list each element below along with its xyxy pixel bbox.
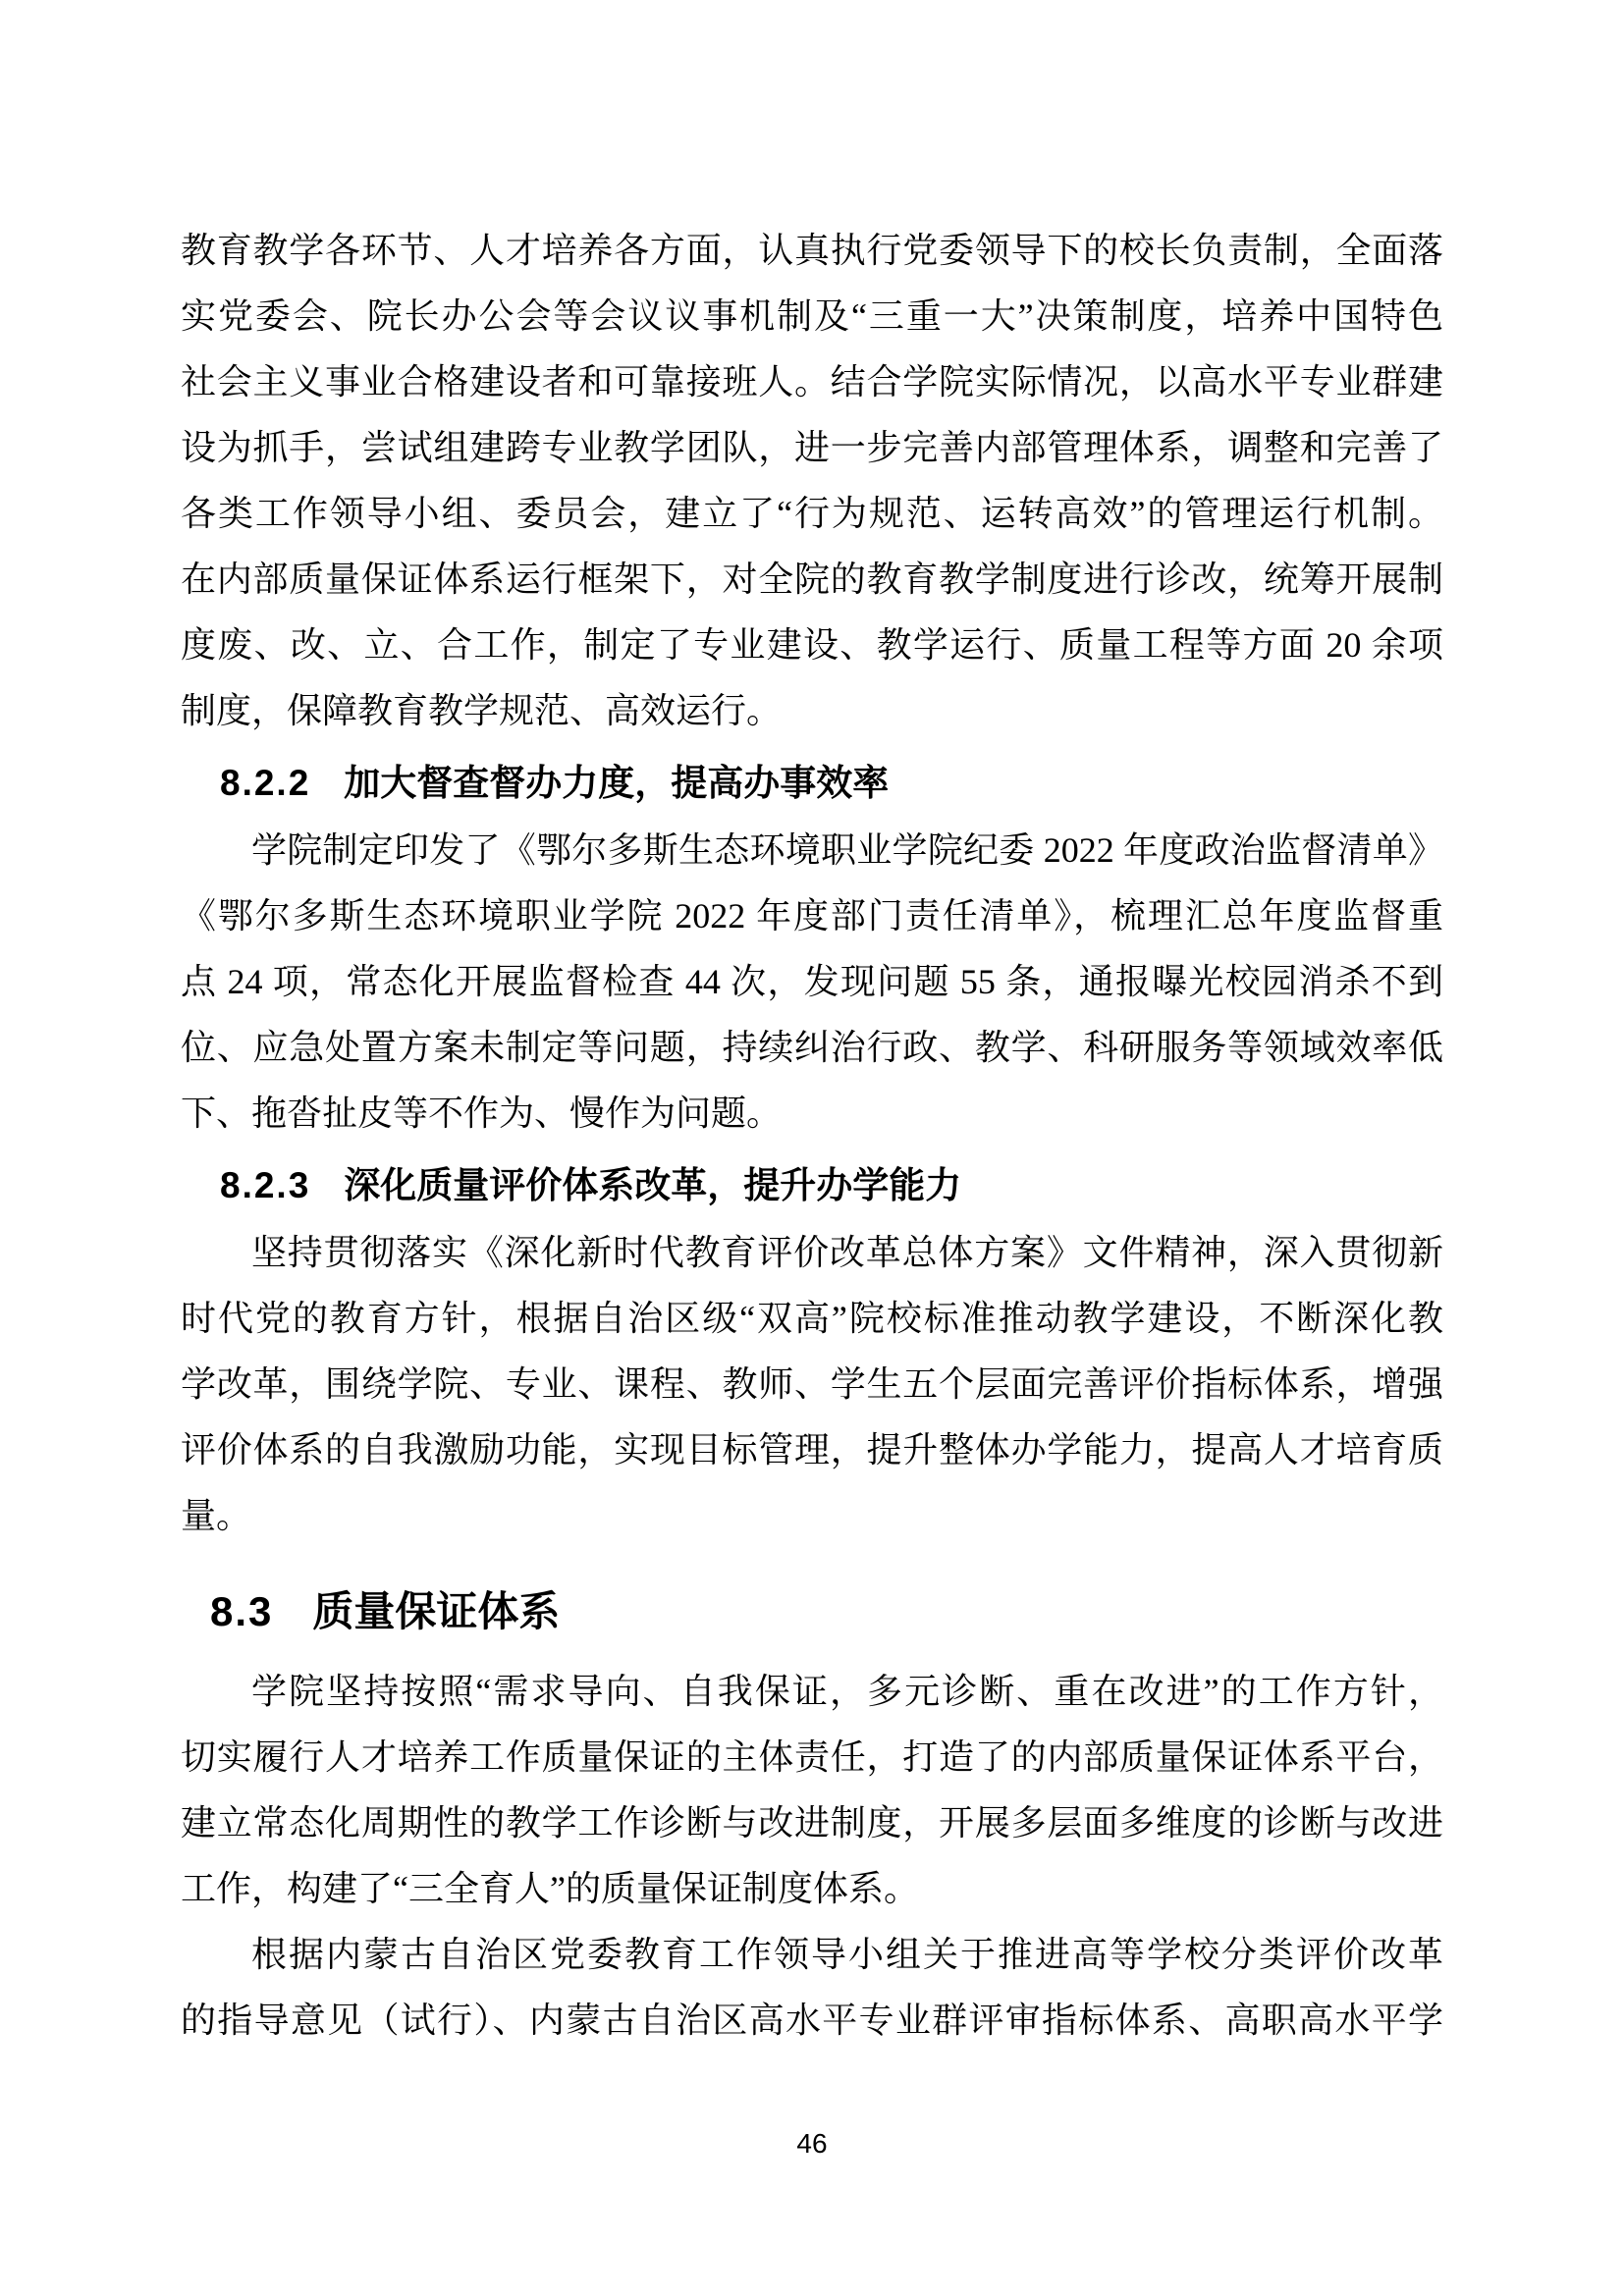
text-line: 教育教学各环节、人才培养各方面，认真执行党委领导下的校长负责制，全面落 <box>181 231 1443 270</box>
text-line: 制度，保障教育教学规范、高效运行。 <box>181 691 783 730</box>
text-line: 学院坚持按照“需求导向、自我保证，多元诊断、重在改进”的工作方针， <box>251 1672 1443 1711</box>
text-line: 建立常态化周期性的教学工作诊断与改进制度，开展多层面多维度的诊断与改进 <box>181 1803 1443 1842</box>
page-number: 46 <box>796 2128 828 2159</box>
subsection-heading <box>181 750 1443 816</box>
paragraph <box>181 818 1443 1147</box>
text-line: 切实履行人才培养工作质量保证的主体责任，打造了的内部质量保证体系平台， <box>181 1737 1443 1777</box>
text-line: 社会主义事业合格建设者和可靠接班人。结合学院实际情况，以高水平专业群建 <box>181 362 1443 401</box>
paragraph <box>181 1220 1443 1549</box>
text-line: 学改革，围绕学院、专业、课程、教师、学生五个层面完善评价指标体系，增强 <box>181 1364 1443 1404</box>
heading-number: 8.2.3 <box>220 1165 311 1205</box>
text-line: 点 24 项，常态化开展监督检查 44 次，发现问题 55 条，通报曝光校园消杀不到 <box>181 962 1443 1001</box>
text-line: 的指导意见（试行）、内蒙古自治区高水平专业群评审指标体系、高职高水平学 <box>181 2001 1443 2040</box>
section-heading <box>181 1575 1443 1649</box>
heading-number: 8.3 <box>210 1588 274 1634</box>
heading-title: 质量保证体系 <box>312 1588 561 1634</box>
text-line: 在内部质量保证体系运行框架下，对全院的教育教学制度进行诊改，统筹开展制 <box>181 560 1443 599</box>
paragraph <box>181 1659 1443 1922</box>
text-line: 评价体系的自我激励功能，实现目标管理，提升整体办学能力，提高人才培育质 <box>181 1430 1443 1469</box>
paragraph <box>181 218 1443 744</box>
text-line: 学院制定印发了《鄂尔多斯生态环境职业学院纪委 2022 年度政治监督清单》 <box>251 830 1443 870</box>
text-line: 时代党的教育方针，根据自治区级“双高”院校标准推动教学建设，不断深化教 <box>181 1299 1443 1338</box>
text-line: 度废、改、立、合工作，制定了专业建设、教学运行、质量工程等方面 20 余项 <box>181 625 1443 665</box>
text-line: 量。 <box>181 1496 252 1535</box>
text-line: 各类工作领导小组、委员会，建立了“行为规范、运转高效”的管理运行机制。 <box>181 494 1443 533</box>
heading-number: 8.2.2 <box>220 763 311 803</box>
text-line: 实党委会、院长办公会等会议议事机制及“三重一大”决策制度，培养中国特色 <box>181 296 1443 336</box>
text-line: 位、应急处置方案未制定等问题，持续纠治行政、教学、科研服务等领域效率低 <box>181 1028 1443 1067</box>
text-line: 根据内蒙古自治区党委教育工作领导小组关于推进高等学校分类评价改革 <box>251 1935 1443 1974</box>
subsection-heading <box>181 1152 1443 1218</box>
heading-title: 加大督查督办力度，提高办事效率 <box>344 763 890 803</box>
text-line: 下、拖沓扯皮等不作为、慢作为问题。 <box>181 1094 783 1133</box>
heading-title: 深化质量评价体系改革，提升办学能力 <box>344 1165 962 1205</box>
text-line: 坚持贯彻落实《深化新时代教育评价改革总体方案》文件精神，深入贯彻新 <box>251 1233 1443 1272</box>
document-content <box>181 218 1443 2054</box>
text-line: 《鄂尔多斯生态环境职业学院 2022 年度部门责任清单》，梳理汇总年度监督重 <box>181 896 1443 935</box>
paragraph <box>181 1922 1443 2054</box>
text-line: 设为抓手，尝试组建跨专业教学团队，进一步完善内部管理体系，调整和完善了 <box>181 428 1443 467</box>
text-line: 工作，构建了“三全育人”的质量保证制度体系。 <box>181 1869 919 1908</box>
